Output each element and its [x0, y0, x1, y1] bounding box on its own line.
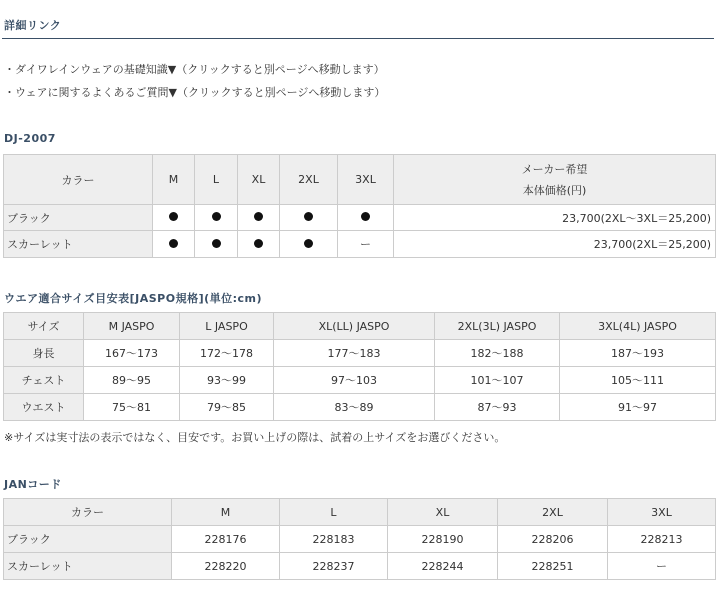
- jan-row-scarlet: [4, 553, 716, 580]
- jan-header: 3XL: [608, 499, 716, 526]
- dj-size-header: XL: [238, 155, 280, 205]
- size-cell: 182～188: [435, 340, 560, 367]
- dj-price-header: [394, 155, 716, 205]
- dj-cell: [153, 231, 195, 258]
- jan-cell: 228251: [498, 553, 608, 580]
- size-cell: 83～89: [274, 394, 435, 421]
- dj-cell: [338, 231, 394, 258]
- size-cell: 105～111: [560, 367, 716, 394]
- availability-dot: [254, 212, 263, 221]
- size-row-label: 身長: [4, 340, 84, 367]
- availability-dot: [304, 212, 313, 221]
- size-row-waist: [4, 394, 716, 421]
- link-rainwear-basics[interactable]: ・ダイワレインウェアの基礎知識▼（クリックすると別ページへ移動します）: [4, 63, 385, 76]
- size-section-title: ウエア適合サイズ目安表[JASPO規格](単位:cm): [4, 292, 263, 305]
- size-header: XL(LL) JASPO: [274, 313, 435, 340]
- size-note: ※サイズは実寸法の表示ではなく、目安です。お買い上げの際は、試着の上サイズをお選びください。: [4, 431, 506, 444]
- dj-color-header: カラー: [4, 155, 153, 205]
- availability-dot: [212, 212, 221, 221]
- jan-header: L: [280, 499, 388, 526]
- jan-row-color: スカーレット: [4, 553, 172, 580]
- availability-dot: [304, 239, 313, 248]
- dj-cell: [338, 205, 394, 231]
- size-table: [3, 312, 716, 421]
- jan-cell: 228213: [608, 526, 716, 553]
- dj-price: 23,700(2XL～3XL＝25,200): [394, 205, 716, 231]
- dj-table: [3, 154, 716, 258]
- dj-section-title: DJ-2007: [4, 132, 56, 145]
- dj-header-row: [4, 155, 716, 205]
- availability-dot: [169, 212, 178, 221]
- size-header: サイズ: [4, 313, 84, 340]
- size-cell: 177～183: [274, 340, 435, 367]
- size-header: L JASPO: [180, 313, 274, 340]
- jan-cell: 228176: [172, 526, 280, 553]
- size-header: 2XL(3L) JASPO: [435, 313, 560, 340]
- dj-size-header: 2XL: [280, 155, 338, 205]
- size-cell: 79～85: [180, 394, 274, 421]
- jan-header-row: [4, 499, 716, 526]
- size-row-label: チェスト: [4, 367, 84, 394]
- dj-size-header: L: [195, 155, 238, 205]
- jan-cell: 228237: [280, 553, 388, 580]
- jan-cell: 228244: [388, 553, 498, 580]
- dj-size-header: 3XL: [338, 155, 394, 205]
- jan-section-title: JANコード: [4, 478, 62, 491]
- availability-dot: [254, 239, 263, 248]
- jan-row-color: ブラック: [4, 526, 172, 553]
- dj-row-color: ブラック: [4, 205, 153, 231]
- dj-row-black: [4, 205, 716, 231]
- jan-cell: 228183: [280, 526, 388, 553]
- size-cell: 91～97: [560, 394, 716, 421]
- size-header: 3XL(4L) JASPO: [560, 313, 716, 340]
- size-cell: 97～103: [274, 367, 435, 394]
- jan-header: カラー: [4, 499, 172, 526]
- size-header-row: [4, 313, 716, 340]
- dj-row-color: スカーレット: [4, 231, 153, 258]
- jan-header: XL: [388, 499, 498, 526]
- jan-table: [3, 498, 716, 580]
- size-cell: 93～99: [180, 367, 274, 394]
- jan-cell: ー: [608, 553, 716, 580]
- jan-header: 2XL: [498, 499, 608, 526]
- jan-cell: 228220: [172, 553, 280, 580]
- dj-row-scarlet: [4, 231, 716, 258]
- availability-dot: [169, 239, 178, 248]
- size-cell: 167～173: [84, 340, 180, 367]
- dj-cell: [238, 205, 280, 231]
- size-cell: 172～178: [180, 340, 274, 367]
- page-title: 詳細リンク: [4, 19, 62, 32]
- jan-cell: 228206: [498, 526, 608, 553]
- size-cell: 87～93: [435, 394, 560, 421]
- unavailable-dash: ー: [360, 238, 371, 251]
- size-cell: 75～81: [84, 394, 180, 421]
- dj-price-header-line2: 本体価格(円): [522, 183, 587, 197]
- dj-cell: [238, 231, 280, 258]
- dj-price-header-line1: メーカー希望: [521, 162, 588, 176]
- link-wear-faq[interactable]: ・ウェアに関するよくあるご質問▼（クリックすると別ページへ移動します）: [4, 86, 386, 99]
- jan-header: M: [172, 499, 280, 526]
- jan-cell: 228190: [388, 526, 498, 553]
- dj-cell: [195, 231, 238, 258]
- availability-dot: [212, 239, 221, 248]
- size-cell: 187～193: [560, 340, 716, 367]
- jan-row-black: [4, 526, 716, 553]
- dj-cell: [280, 231, 338, 258]
- size-cell: 101～107: [435, 367, 560, 394]
- dj-cell: [280, 205, 338, 231]
- size-header: M JASPO: [84, 313, 180, 340]
- title-divider: [2, 38, 714, 39]
- availability-dot: [361, 212, 370, 221]
- dj-cell: [195, 205, 238, 231]
- size-row-label: ウエスト: [4, 394, 84, 421]
- dj-size-header: M: [153, 155, 195, 205]
- dj-cell: [153, 205, 195, 231]
- size-row-chest: [4, 367, 716, 394]
- size-row-height: [4, 340, 716, 367]
- dj-price: 23,700(2XL＝25,200): [394, 231, 716, 258]
- size-cell: 89～95: [84, 367, 180, 394]
